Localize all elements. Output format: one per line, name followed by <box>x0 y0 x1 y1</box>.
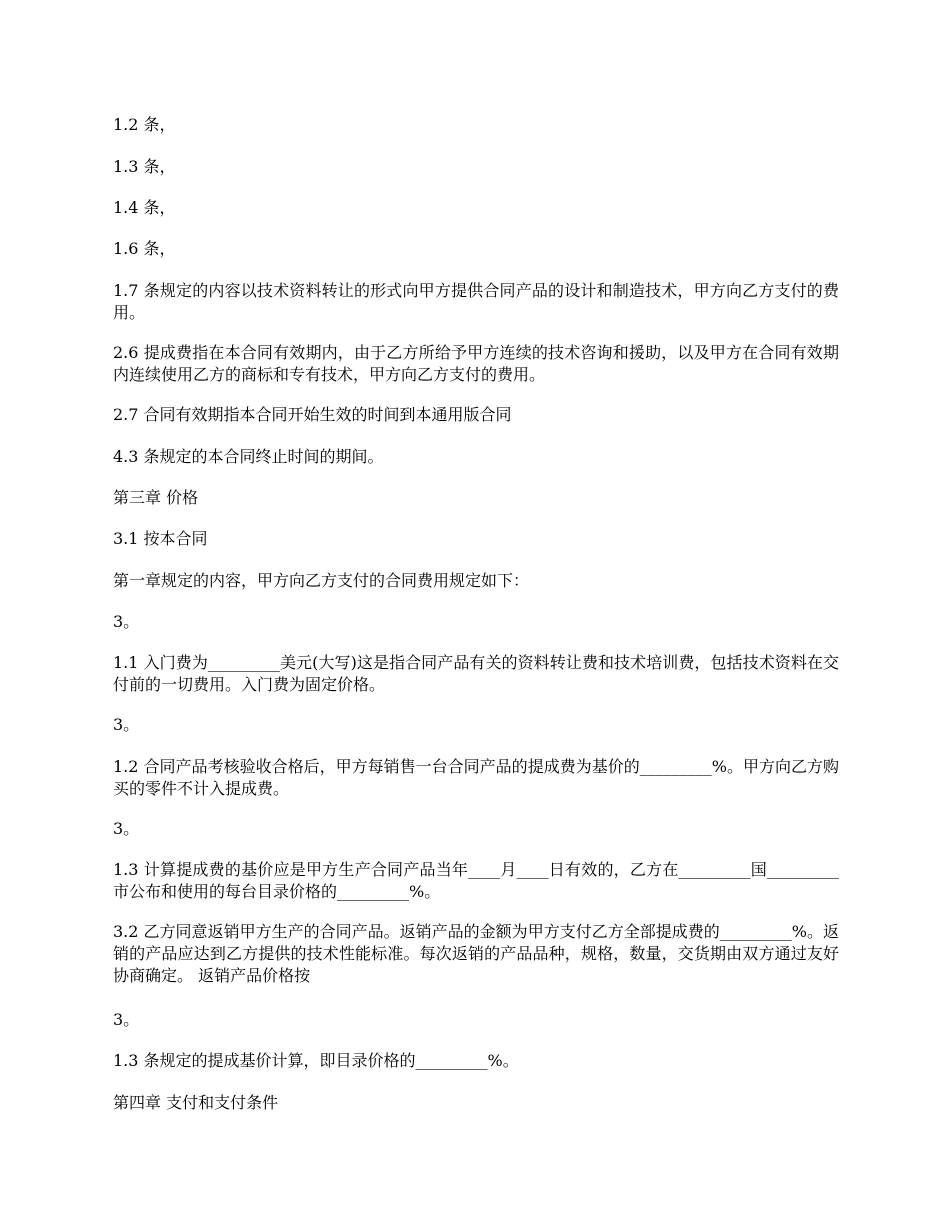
paragraph-section-3: 3。 <box>113 612 140 631</box>
paragraph-base-price: 1.3 计算提成费的基价应是甲方生产合同产品当年____月____日有效的，乙方在_________国_________市公布和使用的每台目录价格的_________%。 <box>113 860 839 901</box>
paragraph-clause-2-6: 2.6 提成费指在本合同有效期内，由于乙方所给予甲方连续的技术咨询和援助，以及甲方在合同有效期内连续使用乙方的商标和专有技术，甲方向乙方支付的费用。 <box>113 343 839 384</box>
paragraph-section-3: 3。 <box>113 819 140 838</box>
paragraph-clause-2-7: 2.7 合同有效期指本合同开始生效的时间到本通用版合同 <box>113 405 512 424</box>
paragraph-clause-1-7: 1.7 条规定的内容以技术资料转让的形式向甲方提供合同产品的设计和制造技术，甲方向乙方支付的费用。 <box>113 281 839 322</box>
paragraph-clause-1-2: 1.2 条， <box>113 115 176 134</box>
paragraph-section-3: 3。 <box>113 715 140 734</box>
paragraph-royalty-rate: 1.2 合同产品考核验收合格后，甲方每销售一台合同产品的提成费为基价的_________%。甲方向乙方购买的零件不计入提成费。 <box>113 757 839 798</box>
paragraph-chapter-1-fees: 第一章规定的内容，甲方向乙方支付的合同费用规定如下： <box>113 571 530 590</box>
paragraph-clause-1-4: 1.4 条， <box>113 198 176 217</box>
paragraph-buyback-price: 1.3 条规定的提成基价计算，即目录价格的_________%。 <box>113 1051 519 1070</box>
paragraph-clause-3-2: 3.2 乙方同意返销甲方生产的合同产品。返销产品的金额为甲方支付乙方全部提成费的_________%。返销的产品应达到乙方提供的技术性能标准。每次返销的产品品种，规格，数量，交货期由双方通过友好协商确定。 返销产品价格按 <box>113 922 839 985</box>
paragraph-section-3: 3。 <box>113 1010 140 1029</box>
paragraph-clause-1-3: 1.3 条， <box>113 157 176 176</box>
paragraph-clause-3-1: 3.1 按本合同 <box>113 529 208 548</box>
paragraph-clause-4-3: 4.3 条规定的本合同终止时间的期间。 <box>113 447 384 466</box>
chapter-heading-3: 第三章 价格 <box>113 488 199 507</box>
paragraph-clause-1-6: 1.6 条， <box>113 239 176 258</box>
chapter-heading-4: 第四章 支付和支付条件 <box>113 1093 279 1112</box>
paragraph-entry-fee: 1.1 入门费为_________美元(大写)这是指合同产品有关的资料转让费和技术培训费，包括技术资料在交付前的一切费用。入门费为固定价格。 <box>113 653 839 694</box>
